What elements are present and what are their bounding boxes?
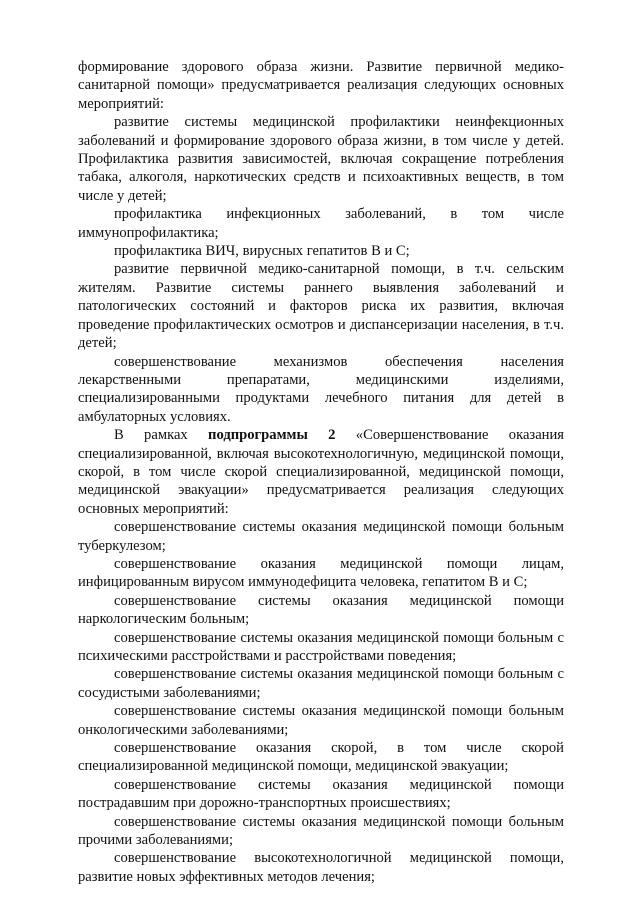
list-item-sub1-3: профилактика ВИЧ, вирусных гепатитов B и C;: [114, 243, 410, 260]
list-item-sub2-4: совершенствование системы оказания медицинской помощи больным с психическими расстройствами и расстройствами поведения;: [78, 629, 564, 664]
list-item-sub2-1: совершенствование системы оказания медицинской помощи больным туберкулезом;: [78, 519, 564, 554]
list-item-sub1-5: совершенствование механизмов обеспечения населения лекарственными препаратами, медицинскими изделиями, специализированными продуктами лечебного питания для детей в амбулаторных условиях.: [78, 353, 564, 425]
subprogram-2-title: подпрограммы 2: [208, 427, 336, 444]
list-item-sub2-5: совершенствование системы оказания медицинской помощи больным с сосудистыми заболеваниями;: [78, 666, 564, 701]
list-item-sub2-3: совершенствование системы оказания медицинской помощи наркологическим больным;: [78, 592, 564, 628]
subprogram-2-paragraph: [78, 426, 564, 518]
document-page: [78, 58, 564, 886]
list-item-sub2-8: совершенствование системы оказания медицинской помощи пострадавшим при дорожно-транспортных происшествиях;: [78, 776, 564, 812]
list-item-sub1-4: развитие первичной медико-санитарной помощи, в т.ч. сельским жителям. Развитие системы раннего выявления заболеваний и патологических состояний и факторов риска их развития, включая проведение профилактических осмотров и диспансеризации населения, в т.ч. детей;: [78, 261, 564, 352]
intro-paragraph: формирование здорового образа жизни. Развитие первичной медико-санитарной помощи» предусматривается реализация следующих основных мероприятий:: [78, 59, 564, 112]
list-item-sub1-1: развитие системы медицинской профилактики неинфекционных заболеваний и формирование здорового образа жизни, в том числе у детей. Профилактика развития зависимостей, включая сокращение потребления табака, алкоголя, наркотических средств и психоактивных веществ, в том числе у детей;: [78, 114, 564, 204]
list-item-sub2-6: совершенствование системы оказания медицинской помощи больным онкологическими заболеваниями;: [78, 703, 564, 738]
list-item-sub2-2: совершенствование оказания медицинской помощи лицам, инфицированным вирусом иммунодефицита человека, гепатитом B и C;: [78, 555, 564, 591]
list-item-sub1-2: профилактика инфекционных заболеваний, в том числе иммунопрофилактика;: [78, 206, 564, 241]
list-item-sub2-10: совершенствование высокотехнологичной медицинской помощи, развитие новых эффективных методов лечения;: [78, 850, 564, 885]
subprogram-2-suffix: «Совершенствование оказания специализированной, включая высокотехнологичную, медицинской помощи, скорой, в том числе скорой специализированной, медицинской помощи, медицинской эвакуации» предусматривается реализация следующих основных мероприятий:: [78, 427, 565, 517]
list-item-sub2-9: совершенствование системы оказания медицинской помощи больным прочими заболеваниями;: [78, 813, 564, 849]
subprogram-2-prefix: В рамках: [114, 427, 209, 444]
list-item-sub2-7: совершенствование оказания скорой, в том числе скорой специализированной медицинской помощи, медицинской эвакуации;: [78, 740, 564, 775]
